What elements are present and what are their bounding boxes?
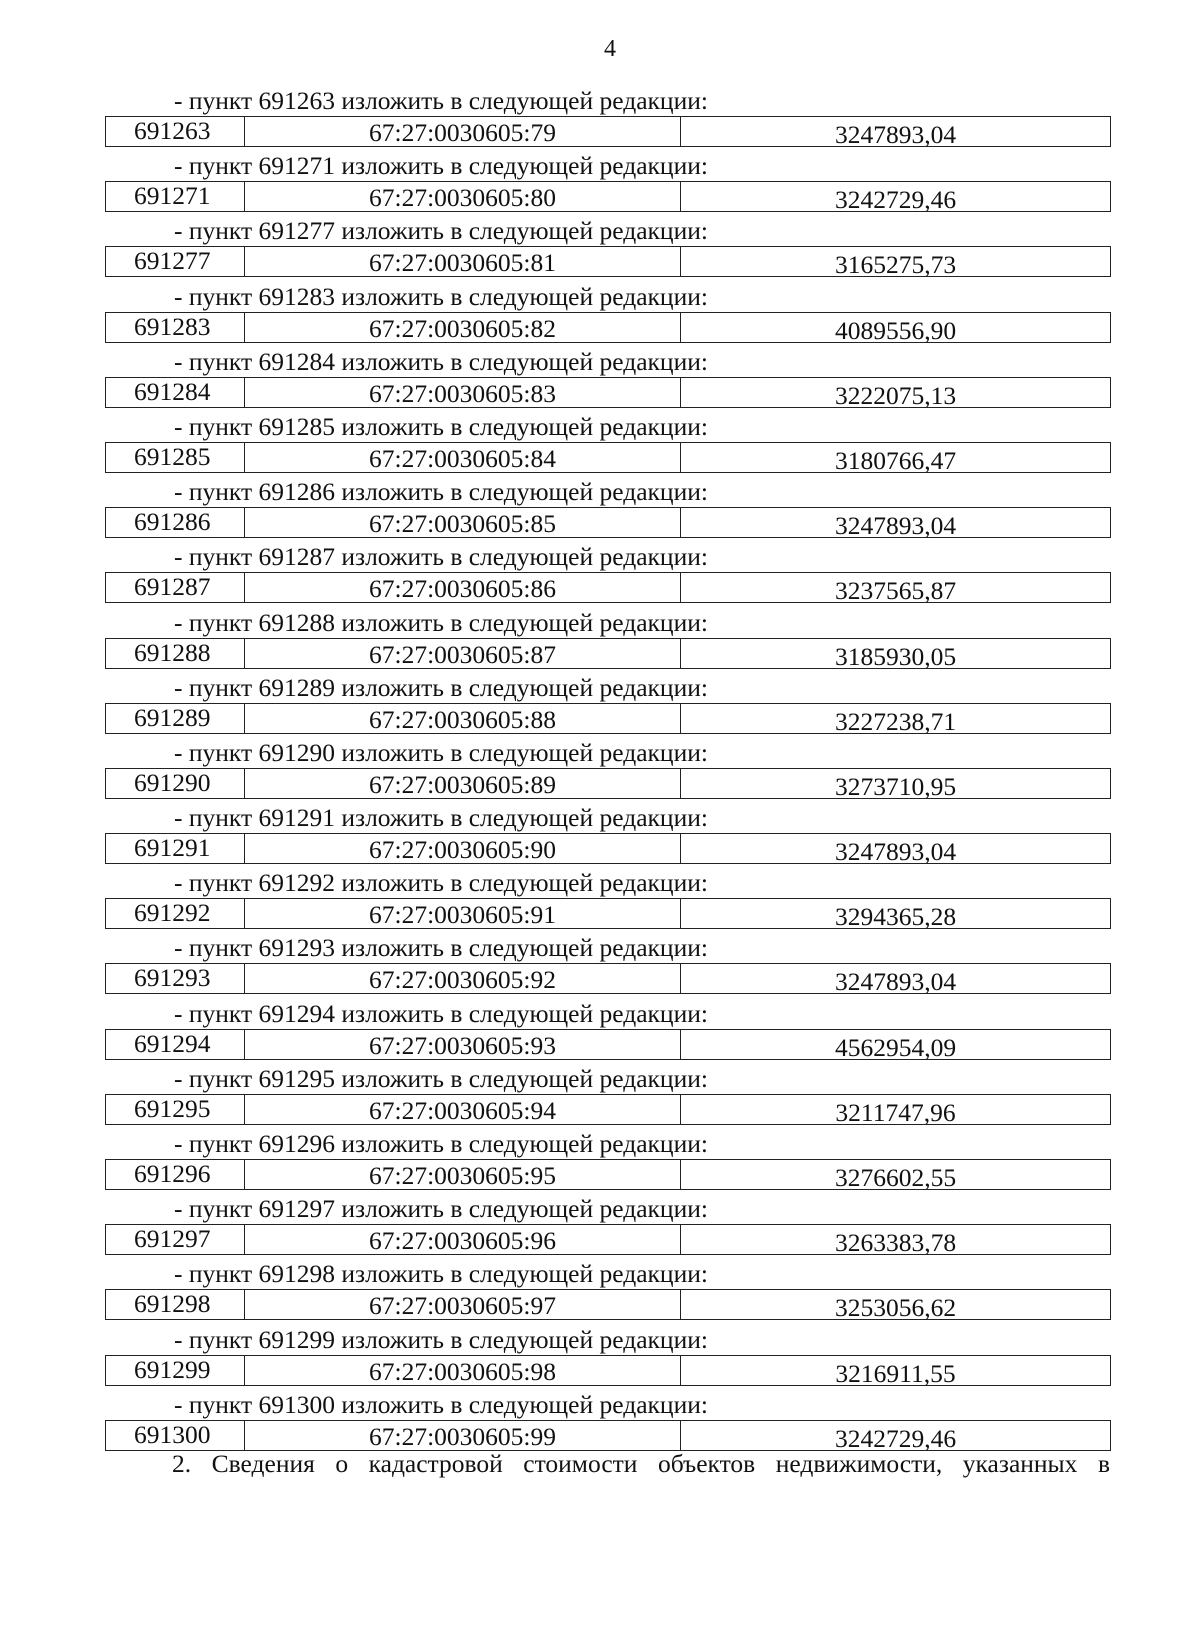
cadastral-value-cell: 3273710,95: [834, 771, 957, 798]
cadastral-number-cell: 67:27:0030605:85: [245, 508, 681, 537]
cadastral-value-cell: 3294365,28: [834, 902, 957, 929]
cadastral-number-cell: 67:27:0030605:94: [245, 1095, 681, 1124]
cadastral-number-cell: 67:27:0030605:86: [245, 573, 681, 602]
table-row: [105, 181, 1111, 212]
amendment-entry: [0, 1129, 1200, 1194]
amendment-intro: - пункт 691284 изложить в следующей редакции:: [174, 346, 708, 376]
item-number-cell: 691298: [106, 1290, 245, 1319]
item-number-cell: 691271: [106, 182, 245, 211]
item-number-cell: 691292: [106, 899, 245, 928]
item-number-cell: 691299: [106, 1356, 245, 1385]
cadastral-value-cell: 3276602,55: [834, 1163, 957, 1189]
amendment-intro: - пункт 691294 изложить в следующей редакции:: [174, 998, 708, 1028]
cadastral-value-cell: 3247893,04: [834, 120, 957, 146]
table-row: [105, 1094, 1111, 1125]
cadastral-value-cell: 3242729,46: [834, 185, 957, 212]
cadastral-number-cell: 67:27:0030605:82: [245, 313, 681, 342]
table-row: [105, 377, 1111, 408]
item-number-cell: 691291: [106, 834, 245, 863]
amendment-intro: - пункт 691291 изложить в следующей редакции:: [174, 803, 708, 833]
amendment-list: [0, 86, 1200, 1455]
cadastral-value-cell: 3242729,46: [834, 1423, 957, 1450]
cadastral-value-cell: 3185930,05: [834, 641, 957, 668]
amendment-entry: [0, 1259, 1200, 1324]
cadastral-number-cell: 67:27:0030605:97: [245, 1290, 681, 1319]
cadastral-value-cell: 4089556,90: [834, 315, 957, 342]
cadastral-number-cell: 67:27:0030605:79: [245, 117, 681, 146]
cadastral-number-cell: 67:27:0030605:91: [245, 899, 681, 928]
table-row: [105, 768, 1111, 799]
amendment-entry: [0, 1194, 1200, 1259]
table-row: [105, 1224, 1111, 1255]
page-number: 4: [604, 36, 616, 62]
amendment-entry: [0, 1325, 1200, 1390]
amendment-entry: [0, 868, 1200, 933]
cadastral-value-cell: 3216911,55: [835, 1358, 956, 1385]
amendment-intro: - пункт 691293 изложить в следующей редакции:: [174, 933, 708, 963]
item-number-cell: 691288: [106, 639, 245, 668]
cadastral-number-cell: 67:27:0030605:81: [245, 247, 681, 276]
item-number-cell: 691283: [106, 313, 245, 342]
cadastral-number-cell: 67:27:0030605:96: [245, 1225, 681, 1254]
cadastral-number-cell: 67:27:0030605:83: [245, 378, 681, 407]
amendment-intro: - пункт 691263 изложить в следующей редакции:: [174, 86, 708, 115]
cadastral-value-cell: 4562954,09: [834, 1032, 957, 1059]
cadastral-number-cell: 67:27:0030605:99: [245, 1421, 681, 1450]
table-row: [105, 246, 1111, 277]
cadastral-number-cell: 67:27:0030605:98: [245, 1356, 681, 1385]
item-number-cell: 691285: [106, 443, 245, 472]
table-row: [105, 1289, 1111, 1320]
cadastral-value-cell: 3180766,47: [834, 445, 957, 472]
table-row: [105, 703, 1111, 734]
amendment-intro: - пункт 691287 изложить в следующей редакции:: [174, 542, 708, 572]
amendment-entry: [0, 999, 1200, 1064]
item-number-cell: 691287: [106, 573, 245, 602]
item-number-cell: 691289: [106, 704, 245, 733]
amendment-intro: - пункт 691295 изложить в следующей редакции:: [174, 1063, 708, 1093]
table-row: [105, 442, 1111, 473]
amendment-entry: [0, 282, 1200, 347]
amendment-entry: [0, 738, 1200, 803]
table-row: [105, 833, 1111, 864]
item-number-cell: 691295: [106, 1095, 245, 1124]
amendment-entry: [0, 673, 1200, 738]
amendment-intro: - пункт 691300 изложить в следующей редакции:: [174, 1389, 708, 1419]
cadastral-value-cell: 3247893,04: [834, 511, 957, 538]
item-number-cell: 691293: [106, 964, 245, 993]
table-row: [105, 898, 1111, 929]
item-number-cell: 691290: [106, 769, 245, 798]
item-number-cell: 691284: [106, 378, 245, 407]
item-number-cell: 691294: [106, 1030, 245, 1059]
amendment-entry: [0, 412, 1200, 477]
amendment-entry: [0, 151, 1200, 216]
item-number-cell: 691263: [106, 117, 245, 146]
amendment-intro: - пункт 691277 изложить в следующей редакции:: [174, 216, 708, 246]
cadastral-value-cell: 3222075,13: [834, 380, 957, 407]
table-row: [105, 1159, 1111, 1190]
cadastral-value-cell: 3227238,71: [834, 706, 957, 733]
table-row: [105, 1420, 1111, 1451]
cadastral-value-cell: 3253056,62: [834, 1293, 957, 1320]
cadastral-number-cell: 67:27:0030605:95: [245, 1160, 681, 1189]
amendment-intro: - пункт 691296 изложить в следующей редакции:: [174, 1129, 708, 1158]
table-row: [105, 572, 1111, 603]
item-number-cell: 691277: [106, 247, 245, 276]
cadastral-value-cell: 3237565,87: [834, 576, 957, 603]
amendment-entry: [0, 86, 1200, 151]
table-row: [105, 1355, 1111, 1386]
cadastral-number-cell: 67:27:0030605:87: [245, 639, 681, 668]
amendment-intro: - пункт 691297 изложить в следующей редакции:: [174, 1194, 708, 1224]
cadastral-number-cell: 67:27:0030605:90: [245, 834, 681, 863]
cadastral-value-cell: 3211747,96: [835, 1097, 956, 1124]
cadastral-value-cell: 3247893,04: [834, 967, 957, 994]
amendment-entry: [0, 1390, 1200, 1455]
table-row: [105, 638, 1111, 669]
item-number-cell: 691296: [106, 1160, 245, 1189]
cadastral-number-cell: 67:27:0030605:84: [245, 443, 681, 472]
amendment-entry: [0, 933, 1200, 998]
amendment-entry: [0, 803, 1200, 868]
amendment-intro: - пункт 691298 изложить в следующей редакции:: [174, 1259, 708, 1289]
amendment-intro: - пункт 691289 изложить в следующей редакции:: [174, 672, 708, 702]
amendment-entry: [0, 1064, 1200, 1129]
item-number-cell: 691286: [106, 508, 245, 537]
table-row: [105, 312, 1111, 343]
amendment-intro: - пункт 691290 изложить в следующей редакции:: [174, 737, 708, 767]
amendment-intro: - пункт 691299 изложить в следующей редакции:: [174, 1324, 708, 1354]
cadastral-value-cell: 3165275,73: [834, 250, 957, 277]
item-number-cell: 691297: [106, 1225, 245, 1254]
cadastral-number-cell: 67:27:0030605:80: [245, 182, 681, 211]
amendment-entry: [0, 347, 1200, 412]
amendment-entry: [0, 477, 1200, 542]
cadastral-value-cell: 3263383,78: [834, 1228, 957, 1255]
cadastral-number-cell: 67:27:0030605:89: [245, 769, 681, 798]
table-row: [105, 963, 1111, 994]
cadastral-value-cell: 3247893,04: [834, 837, 957, 864]
amendment-intro: - пункт 691292 изложить в следующей редакции:: [174, 868, 708, 898]
amendment-intro: - пункт 691283 изложить в следующей редакции:: [174, 281, 708, 311]
amendment-intro: - пункт 691285 изложить в следующей редакции:: [174, 411, 708, 441]
amendment-entry: [0, 216, 1200, 281]
amendment-entry: [0, 542, 1200, 607]
cadastral-number-cell: 67:27:0030605:93: [245, 1030, 681, 1059]
item-number-cell: 691300: [106, 1421, 245, 1450]
amendment-intro: - пункт 691286 изложить в следующей редакции:: [174, 477, 708, 507]
table-row: [105, 1029, 1111, 1060]
cadastral-number-cell: 67:27:0030605:88: [245, 704, 681, 733]
amendment-intro: - пункт 691288 изложить в следующей редакции:: [174, 607, 708, 637]
amendment-intro: - пункт 691271 изложить в следующей редакции:: [174, 151, 708, 181]
final-paragraph: 2. Сведения о кадастровой стоимости объектов недвижимости, указанных в: [172, 1449, 1110, 1478]
table-row: [105, 116, 1111, 147]
amendment-entry: [0, 608, 1200, 673]
table-row: [105, 507, 1111, 538]
cadastral-number-cell: 67:27:0030605:92: [245, 964, 681, 993]
